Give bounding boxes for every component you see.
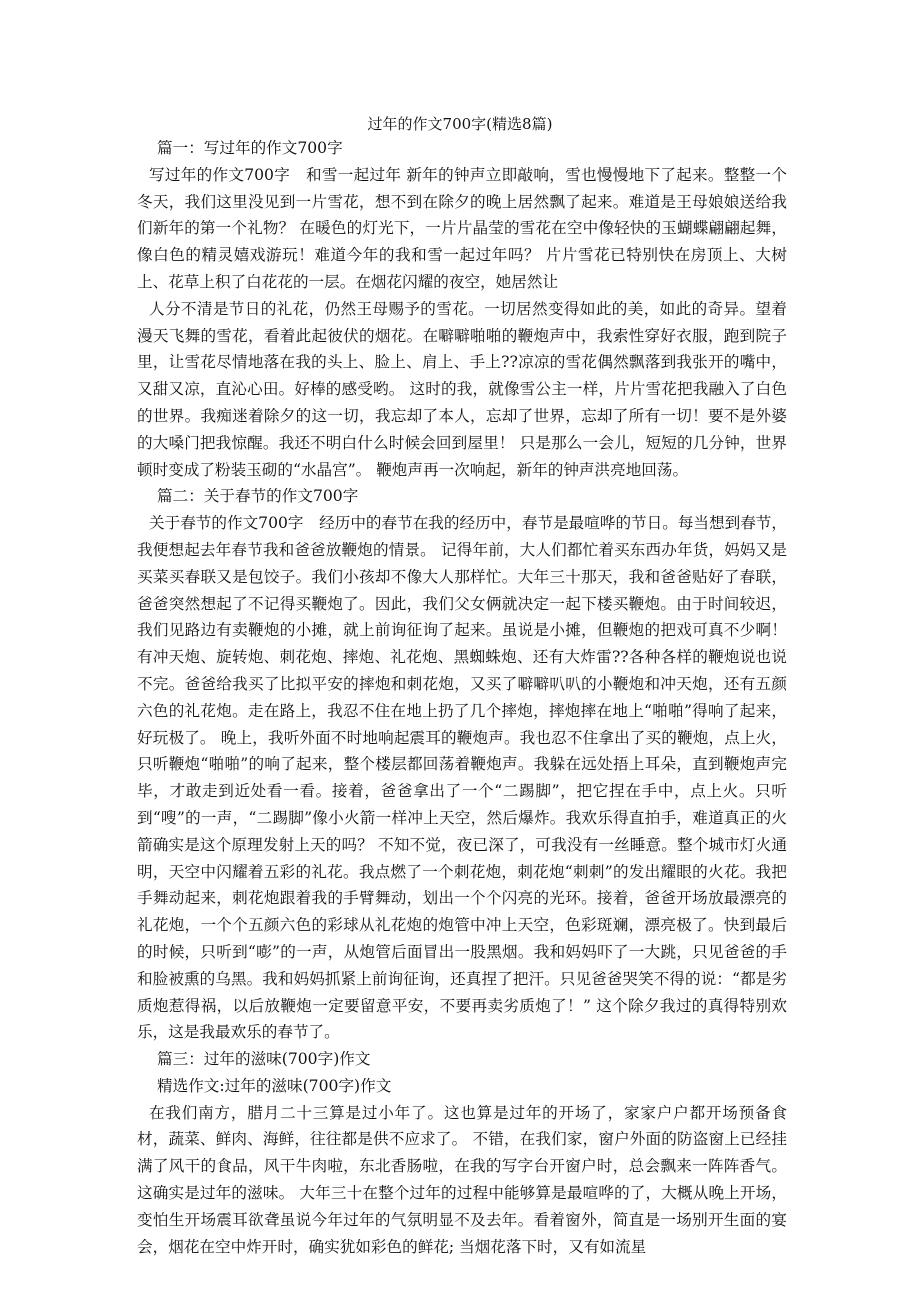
paragraph-3: 关于春节的作文700字 经历中的春节在我的经历中，春节是最喧哗的节日。每当想到春节，我便想起去年春节我和爸爸放鞭炮的情景。 记得年前，大人们都忙着买东西办年货，妈妈又是买菜买春联又是包饺子。我们小孩却不像大人那样忙。大年三十那天，我和爸爸贴好了春联，爸爸突然想起了不记得买鞭炮了。因此，我们父女俩就决定一起下楼买鞭炮。由于时间较迟，我们见路边有卖鞭炮的小摊，就上前询征询了起来。虽说是小摊，但鞭炮的把戏可真不少啊！有冲天炮、旋转炮、刺花炮、摔炮、礼花炮、黑蜘蛛炮、还有大炸雷??各种各样的鞭炮说也说不完。爸爸给我买了比拟平安的摔炮和刺花炮，又买了噼噼叭叭的小鞭炮和冲天炮，还有五颜六色的礼花炮。走在路上，我忍不住在地上扔了几个摔炮，摔炮摔在地上“啪啪”得响了起来，好玩极了。 晚上，我听外面不时地响起震耳的鞭炮声。我也忍不住拿出了买的鞭炮，点上火，只听鞭炮“啪啪”的响了起来，整个楼层都回荡着鞭炮声。我躲在远处捂上耳朵，直到鞭炮声完毕，才敢走到近处看一看。接着，爸爸拿出了一个“二踢脚”，把它捏在手中，点上火。只听到“嗖”的一声，“二踢脚”像小火箭一样冲上天空，然后爆炸。我欢乐得直拍手，难道真正的火箭确实是这个原理发射上天的吗？ 不知不觉，夜已深了，可我没有一丝睡意。整个城市灯火通明，天空中闪耀着五彩的礼花。我点燃了一个刺花炮，刺花炮“刺刺”的发出耀眼的火花。我把手舞动起来，刺花炮跟着我的手臂舞动，划出一个个闪亮的光环。接着，爸爸开场放最漂亮的礼花炮，一个个五颜六色的彩球从礼花炮的炮管中冲上天空，色彩斑斓，漂亮极了。快到最后的时候，只听到“嘭”的一声，从炮管后面冒出一股黑烟。我和妈妈吓了一大跳，只见爸爸的手和脸被熏的乌黑。我和妈妈抓紧上前询征询，还真捏了把汗。只见爸爸哭笑不得的说：“都是劣质炮惹得祸，以后放鞭炮一定要留意平安，不要再卖劣质炮了！” 这个除夕我过的真得特别欢乐，这是我最欢乐的春节了。 [137, 514, 787, 1042]
section-heading-3: 篇三：过年的滋味(700字)作文 [157, 1050, 371, 1069]
paragraph-2: 人分不清是节日的礼花，仍然王母赐予的雪花。一切居然变得如此的美，如此的奇异。望着漫天飞舞的雪花，看着此起彼伏的烟花。在噼噼啪啪的鞭炮声中，我索性穿好衣服，跑到院子里，让雪花尽情地落在我的头上、脸上、肩上、手上??凉凉的雪花偶然飘落到我张开的嘴中，又甜又凉，直沁心田。好棒的感受哟。 这时的我，就像雪公主一样，片片雪花把我融入了白色的世界。我痴迷着除夕的这一切，我忘却了本人，忘却了世界，忘却了所有一切！要不是外婆的大嗓门把我惊醒。我还不明白什么时候会回到屋里！ 只是那么一会儿，短短的几分钟，世界顿时变成了粉装玉砌的“水晶宫”。 鞭炮声再一次响起，新年的钟声洪亮地回荡。 [137, 299, 787, 479]
section-heading-1: 篇一：写过年的作文700字 [157, 139, 343, 157]
paragraph-4: 在我们南方，腊月二十三算是过小年了。这也算是过年的开场了，家家户户都开场预备食材，蔬菜、鲜肉、海鲜，往往都是供不应求了。 不错，在我们家，窗户外面的防盗窗上已经挂满了风干的食品，风干牛肉啦，东北香肠啦，在我的写字台开窗户时，总会飘来一阵阵香气。这确实是过年的滋味。 大年三十在整个过年的过程中能够算是最喧哗的了，大概从晚上开场，变怕生开场震耳欲聋虽说今年过年的气氛明显不及去年。看着窗外，简直是一场别开生面的宴会，烟花在空中炸开时，确实犹如彩色的鲜花; 当烟花落下时，又有如流星 [137, 1103, 787, 1256]
document-body [137, 135, 787, 1260]
document-title: 过年的作文700字(精选8篇) [367, 115, 553, 133]
section-heading-2: 篇二：关于春节的作文700字 [157, 487, 359, 506]
paragraph-1: 写过年的作文700字 和雪一起过年 新年的钟声立即敲响，雪也慢慢地下了起来。整整一个冬天，我们这里没见到一片雪花，想不到在除夕的晚上居然飘了起来。难道是王母娘娘送给我们新年的第一个礼物？ 在暖色的灯光下，一片片晶莹的雪花在空中像轻快的玉蝴蝶翩翩起舞，像白色的精灵嬉戏游玩！难道今年的我和雪一起过年吗？ 片片雪花已特别快在房顶上、大树上、花草上积了白花花的一层。在烟花闪耀的夜空，她居然让 [137, 165, 787, 291]
subheading-3: 精选作文:过年的滋味(700字)作文 [157, 1076, 392, 1095]
